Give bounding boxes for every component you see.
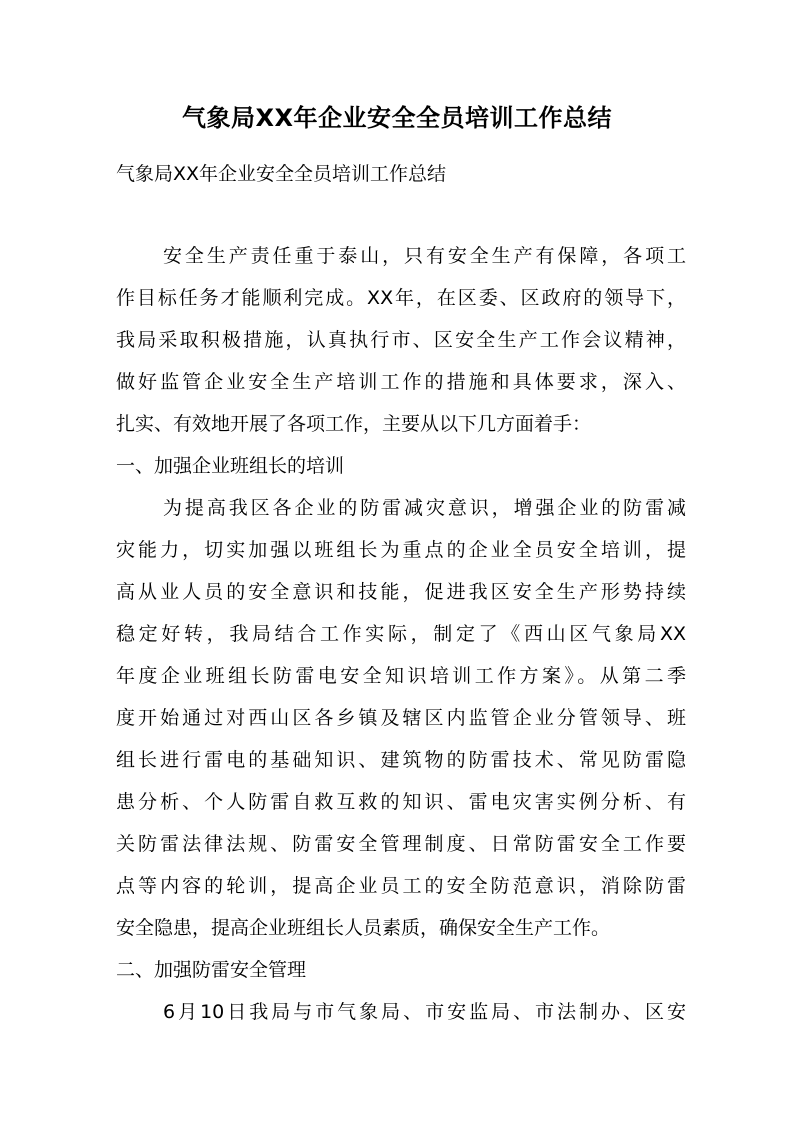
paragraph-line: 灾能力，切实加强以班组长为重点的企业全员安全培训，提	[116, 539, 686, 561]
section-heading: 二、加强防雷安全管理	[116, 959, 307, 981]
paragraph-line: 关防雷法律法规、防雷安全管理制度、日常防雷安全工作要	[116, 833, 686, 855]
paragraph-line: 安全隐患，提高企业班组长人员素质，确保安全生产工作。	[116, 917, 611, 939]
document-title: 气象局XX年企业安全全员培训工作总结	[181, 104, 612, 132]
paragraph-line: 年度企业班组长防雷电安全知识培训工作方案》。从第二季	[116, 665, 686, 687]
paragraph-line: 做好监管企业安全生产培训工作的措施和具体要求，深入、	[116, 371, 686, 393]
paragraph-line: 稳定好转，我局结合工作实际，制定了《西山区气象局XX	[116, 623, 686, 645]
paragraph-line: 组长进行雷电的基础知识、建筑物的防雷技术、常见防雷隐	[116, 749, 686, 771]
paragraph-line: 作目标任务才能顺利完成。XX年，在区委、区政府的领导下，	[116, 287, 686, 309]
paragraph-line: 点等内容的轮训，提高企业员工的安全防范意识，消除防雷	[116, 875, 686, 897]
section-heading: 一、加强企业班组长的培训	[116, 455, 345, 477]
paragraph-line: 扎实、有效地开展了各项工作，主要从以下几方面着手：	[116, 413, 592, 435]
paragraph-line: 为提高我区各企业的防雷减灾意识，增强企业的防雷减	[163, 497, 686, 519]
paragraph-line: 我局采取积极措施，认真执行市、区安全生产工作会议精神，	[116, 329, 686, 351]
paragraph-line: 安全生产责任重于泰山，只有安全生产有保障，各项工	[163, 245, 686, 267]
paragraph-line: 高从业人员的安全意识和技能，促进我区安全生产形势持续	[116, 581, 686, 603]
paragraph-line: 6月10日我局与市气象局、市安监局、市法制办、区安	[163, 1001, 686, 1023]
paragraph-line: 度开始通过对西山区各乡镇及辖区内监管企业分管领导、班	[116, 707, 686, 729]
paragraph-line: 患分析、个人防雷自救互救的知识、雷电灾害实例分析、有	[116, 791, 686, 813]
document-subtitle: 气象局XX年企业安全全员培训工作总结	[116, 163, 447, 185]
